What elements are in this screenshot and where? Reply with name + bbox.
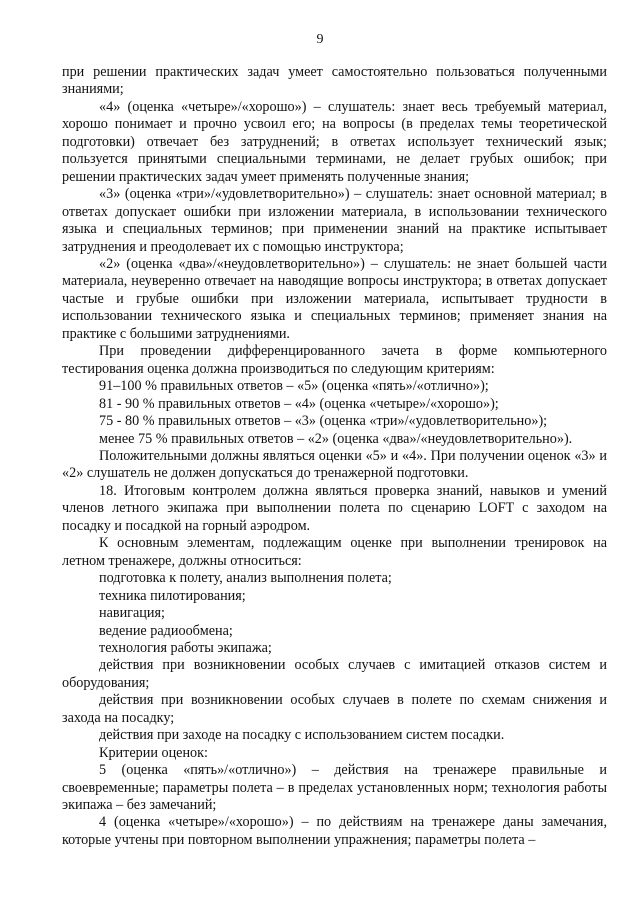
- paragraph: 4 (оценка «четыре»/«хорошо») – по действиям на тренажере даны замечания, которые учтены при повторном выполнении упражнения; параметры полета –: [62, 814, 607, 848]
- paragraph: При проведении дифференцированного зачета в форме компьютерного тестирования оценка должна производиться по следующим критериям:: [62, 343, 607, 377]
- page-number: 9: [316, 32, 324, 47]
- list-item: ведение радиообмена;: [99, 622, 233, 639]
- list-item: 81 - 90 % правильных ответов – «4» (оценка «четыре»/«хорошо»);: [99, 395, 499, 412]
- paragraph: действия при возникновении особых случаев с имитацией отказов систем и оборудования;: [62, 657, 607, 691]
- paragraph: «3» (оценка «три»/«удовлетворительно») – слушатель: знает основной материал; в ответах допускает ошибки при изложении материала, в использовании технического языка и специальных терминов; при применении знаний на практике испытывает затруднения и преодолевает их с помощью инструктора;: [62, 186, 607, 255]
- paragraph: при решении практических задач умеет самостоятельно пользоваться полученными знаниями;: [62, 64, 607, 98]
- paragraph: К основным элементам, подлежащим оценке при выполнении тренировок на летном тренажере, должны относиться:: [62, 535, 607, 569]
- list-item: 91–100 % правильных ответов – «5» (оценка «пять»/«отлично»);: [99, 378, 489, 395]
- list-item: 75 - 80 % правильных ответов – «3» (оценка «три»/«удовлетворительно»);: [99, 413, 548, 430]
- paragraph: 18. Итоговым контролем должна являться проверка знаний, навыков и умений членов летного экипажа при выполнении полета по сценарию LOFT с заходом на посадку и посадкой на горный аэродром.: [62, 482, 607, 534]
- paragraph: действия при возникновении особых случаев в полете по схемам снижения и захода на посадку;: [62, 692, 607, 726]
- list-item: подготовка к полету, анализ выполнения полета;: [99, 570, 392, 587]
- list-item: технология работы экипажа;: [99, 639, 272, 656]
- list-item: Критерии оценок:: [99, 744, 208, 761]
- paragraph: «4» (оценка «четыре»/«хорошо») – слушатель: знает весь требуемый материал, хорошо понимает и прочно усвоил его; на вопросы (в пределах темы теоретической подготовки) отвечает без затруднений; в ответах использует технический язык; пользуется принятыми специальными терминами, не делает грубых ошибок; при решении практических задач умеет применять полученные знания;: [62, 98, 607, 185]
- paragraph: «2» (оценка «два»/«неудовлетворительно») – слушатель: не знает большей части материала, неуверенно отвечает на наводящие вопросы инструктора; в ответах допускает частые и грубые ошибки при изложении материала, испытывает трудности в использовании технического языка и специальных терминов; применяет знания на практике с большими затруднениями.: [62, 255, 607, 342]
- paragraph: Положительными должны являться оценки «5» и «4». При получении оценок «3» и «2» слушатель не должен допускаться до тренажерной подготовки.: [62, 447, 607, 482]
- list-item: менее 75 % правильных ответов – «2» (оценка «два»/«неудовлетворительно»).: [99, 430, 573, 447]
- list-item: навигация;: [99, 605, 165, 622]
- paragraph: 5 (оценка «пять»/«отлично») – действия на тренажере правильные и своевременные; параметры полета – в пределах установленных норм; технология работы экипажа – без замечаний;: [62, 762, 607, 814]
- list-item: техника пилотирования;: [99, 587, 246, 604]
- body-text: [62, 64, 607, 849]
- list-item: действия при заходе на посадку с использованием систем посадки.: [99, 727, 505, 744]
